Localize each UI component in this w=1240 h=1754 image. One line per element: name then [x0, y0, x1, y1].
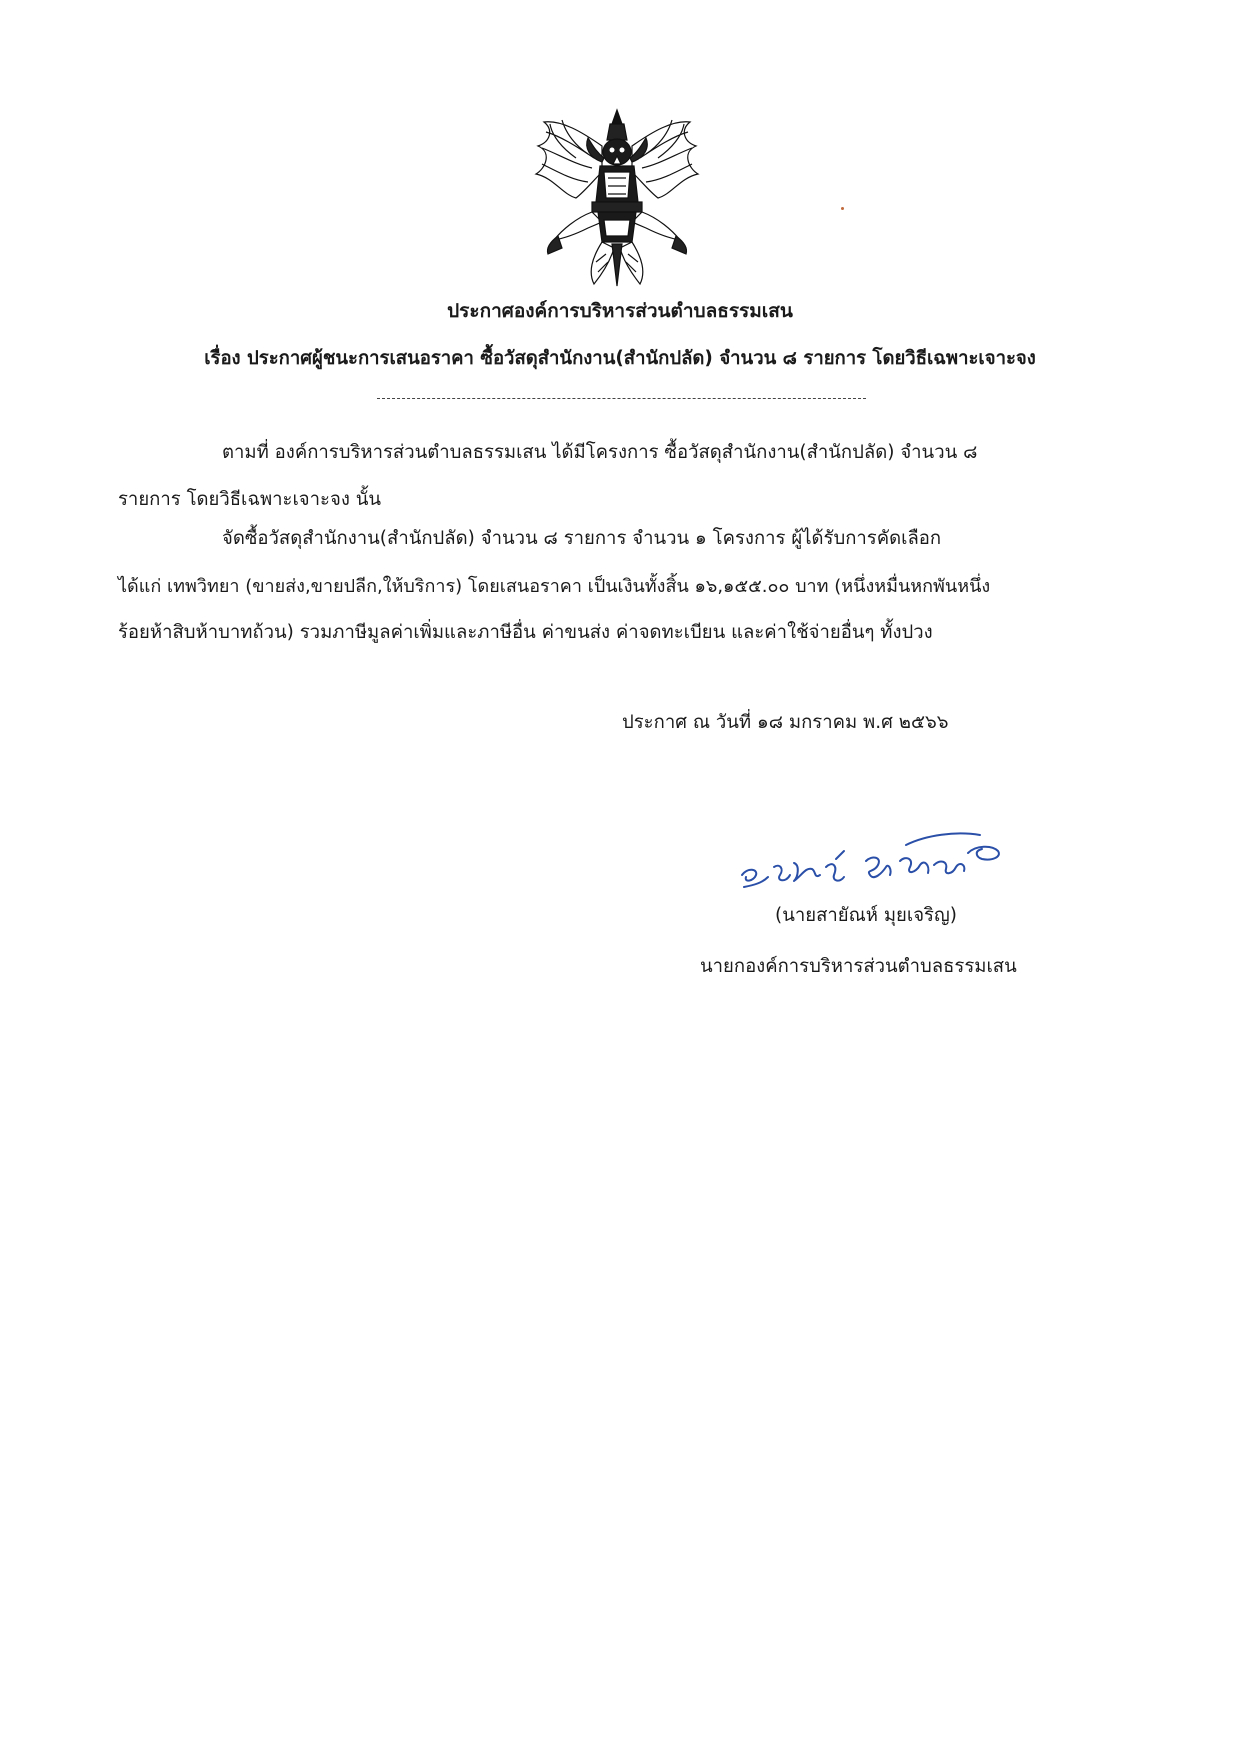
body-paragraph-2-line-3: ร้อยห้าสิบห้าบาทถ้วน) รวมภาษีมูลค่าเพิ่มและภาษีอื่น ค่าขนส่ง ค่าจดทะเบียน และค่าใช้จ่ายอื่นๆ ทั้งปวง: [118, 622, 933, 643]
garuda-emblem-icon: [532, 102, 702, 288]
handwritten-signature: [736, 805, 1006, 895]
body-paragraph-2-line-1: จัดซื้อวัสดุสำนักงาน(สำนักปลัด) จำนวน ๘ รายการ จำนวน ๑ โครงการ ผู้ได้รับการคัดเลือก: [222, 528, 942, 549]
announcement-subject: เรื่อง ประกาศผู้ชนะการเสนอราคา ซื้อวัสดุสำนักงาน(สำนักปลัด) จำนวน ๘ รายการ โดยวิธีเฉพาะเจาะจง: [204, 348, 1036, 369]
signer-position: นายกองค์การบริหารส่วนตำบลธรรมเสน: [700, 956, 1017, 977]
announcement-date: ประกาศ ณ วันที่ ๑๘ มกราคม พ.ศ ๒๕๖๖: [622, 712, 949, 733]
organization-announcement-title: ประกาศองค์การบริหารส่วนตำบลธรรมเสน: [447, 300, 793, 322]
body-paragraph-1-line-2: รายการ โดยวิธีเฉพาะเจาะจง นั้น: [118, 489, 382, 510]
header-divider: [377, 398, 866, 399]
body-paragraph-2-line-2: ได้แก่ เทพวิทยา (ขายส่ง,ขายปลีก,ให้บริการ) โดยเสนอราคา เป็นเงินทั้งสิ้น ๑๖,๑๕๕.๐๐ บาท (หนึ่งหมื่นหกพันหนึ่ง: [118, 576, 991, 597]
scan-speck: [841, 207, 844, 210]
signer-name: (นายสายัณห์ มุยเจริญ): [775, 905, 957, 926]
body-paragraph-1-line-1: ตามที่ องค์การบริหารส่วนตำบลธรรมเสน ได้มีโครงการ ซื้อวัสดุสำนักงาน(สำนักปลัด) จำนวน ๘: [222, 442, 978, 463]
